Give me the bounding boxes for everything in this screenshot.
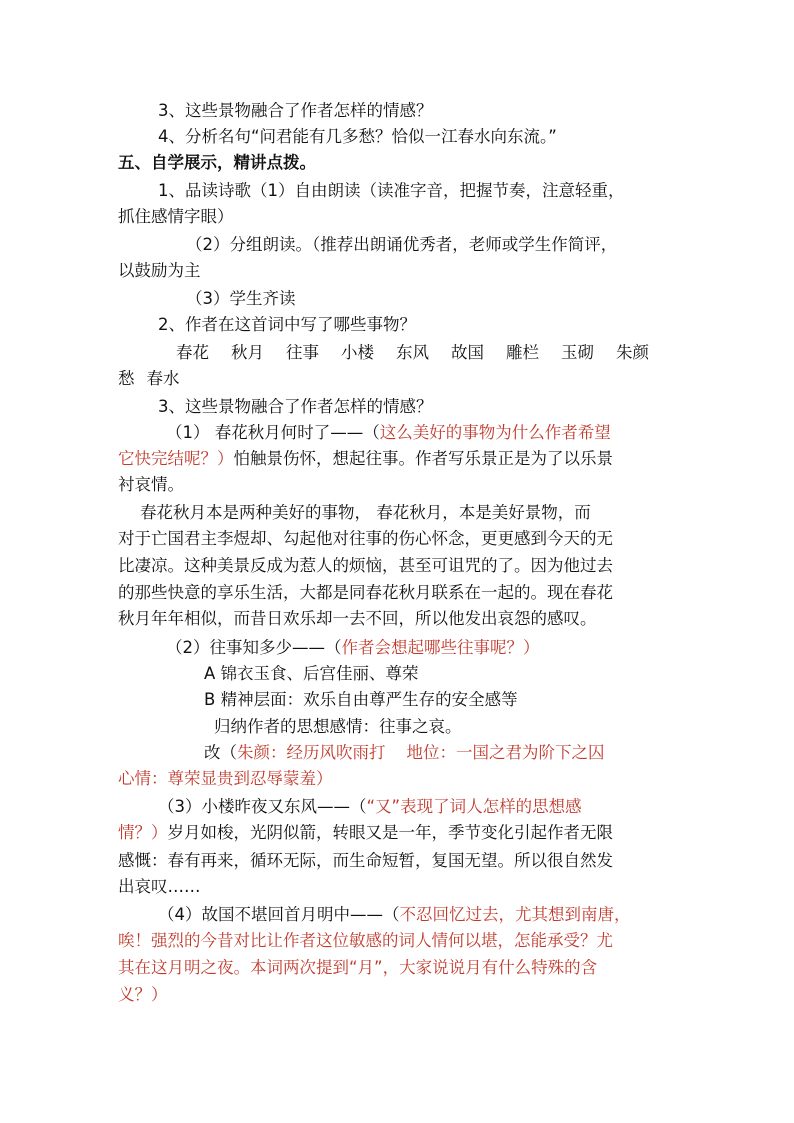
explanation-line-5: 秋月年年相似，而昔日欢乐却一去不回，所以他发出哀怨的感叹。 [118, 609, 597, 628]
point-1-question: 这么美好的事物为什么作者希望 [379, 423, 611, 442]
item-1-sub-3: （3）学生齐读 [186, 289, 296, 308]
point-4-heading: （4）故国不堪回首月明中——（ [158, 905, 400, 924]
explanation-line-4: 的那些快意的享乐生活，大都是同春花秋月联系在一起的。现在春花 [118, 583, 613, 602]
explanation-line-1: 春花秋月本是两种美好的事物， 春花秋月，本是美好景物，而 [140, 503, 591, 522]
point-1-line-3: 衬哀情。 [118, 475, 184, 494]
thing-word: 愁 [118, 369, 135, 388]
point-4-line-3: 其在这月明之夜。本词两次提到“月”，大家说说月有什么特殊的含 [118, 958, 598, 977]
point-2-line-1 [166, 637, 540, 659]
thing-word: 春水 [146, 369, 180, 388]
point-3-question: “又”表现了词人怎样的思想感 [366, 797, 582, 816]
point-1-answer: 怕触景伤怀，想起往事。作者写乐景正是为了以乐景 [233, 449, 613, 468]
thing-word: 东风 [396, 343, 429, 362]
point-2-option-b: B 精神层面：欢乐自由尊严生存的安全感等 [204, 690, 518, 709]
thing-word: 朱颜 [616, 343, 649, 362]
thing-word: 玉砌 [561, 343, 594, 362]
item-3: 3、这些景物融合了作者怎样的情感？ [158, 397, 433, 416]
point-2-change-label: 改（ [204, 743, 237, 762]
item-1-line-2: 抓住感情字眼） [118, 207, 234, 226]
thing-word: 春花 [176, 343, 209, 362]
point-2-change-line-2: 心情：尊荣显贵到忍辱蒙羞） [118, 769, 333, 788]
point-2-change-line-1 [204, 742, 604, 764]
point-3-line-2 [118, 822, 613, 844]
point-2-heading: （2）往事知多少——（ [166, 638, 342, 657]
point-2-option-a: A 锦衣玉食、后宫佳丽、尊荣 [204, 664, 419, 683]
thing-word: 雕栏 [506, 343, 539, 362]
section-5-heading: 五、自学展示，精讲点拨。 [118, 153, 316, 172]
things-list-line-2 [118, 368, 202, 390]
item-1-sub-2-line-1: （2）分组朗读。（推荐出朗诵优秀者，老师或学生作简评， [186, 235, 618, 254]
question-4-top: 4、分析名句“问君能有几多愁？恰似一江春水向东流。” [158, 127, 557, 146]
point-1-question-end: 它快完结呢？） [118, 449, 234, 468]
item-1-sub-2-line-2: 以鼓励为主 [118, 261, 201, 280]
point-3-line-4: 出哀叹…… [118, 877, 201, 896]
things-list-line-1 [176, 342, 671, 364]
point-4-line-2: 唉！强烈的今昔对比让作者这位敏感的词人情何以堪，怎能承受？尤 [118, 931, 613, 950]
point-3-answer: 岁月如梭，光阴似箭，转眼又是一年，季节变化引起作者无限 [167, 823, 613, 842]
question-3-top: 3、这些景物融合了作者怎样的情感？ [158, 101, 433, 120]
explanation-line-3: 比凄凉。这种美景反成为惹人的烦恼，甚至可诅咒的了。因为他过去 [118, 556, 613, 575]
point-3-question-end: 情？） [118, 823, 168, 842]
thing-word: 秋月 [231, 343, 264, 362]
point-1-line-2 [118, 448, 613, 470]
point-3-heading: （3）小楼昨夜又东风——（ [158, 797, 367, 816]
point-1-heading: （1） 春花秋月何时了——（ [166, 423, 380, 442]
point-2-question: 作者会想起哪些往事呢？） [341, 638, 540, 657]
explanation-line-2: 对于亡国君主李煜却、勾起他对往事的伤心怀念，更更感到今天的无 [118, 529, 613, 548]
point-3-line-3: 感慨：春有再来，循环无际，而生命短暂，复国无望。所以很自然发 [118, 851, 613, 870]
point-4-question: 不忍回忆过去，尤其想到南唐， [399, 905, 631, 924]
thing-word: 往事 [286, 343, 319, 362]
item-2: 2、作者在这首词中写了哪些事物？ [158, 315, 416, 334]
point-4-line-4: 义？） [118, 985, 168, 1004]
point-4-line-1 [158, 904, 631, 926]
point-3-line-1 [158, 796, 582, 818]
point-2-summary: 归纳作者的思想感情：往事之哀。 [214, 717, 462, 736]
thing-word: 小楼 [341, 343, 374, 362]
thing-word: 故国 [451, 343, 484, 362]
item-1-line-1: 1、品读诗歌（1）自由朗读（读准字音，把握节奏，注意轻重， [158, 181, 625, 200]
point-2-change-detail: 朱颜：经历风吹雨打 地位：一国之君为阶下之囚 [237, 743, 605, 762]
point-1-line-1 [166, 422, 611, 444]
